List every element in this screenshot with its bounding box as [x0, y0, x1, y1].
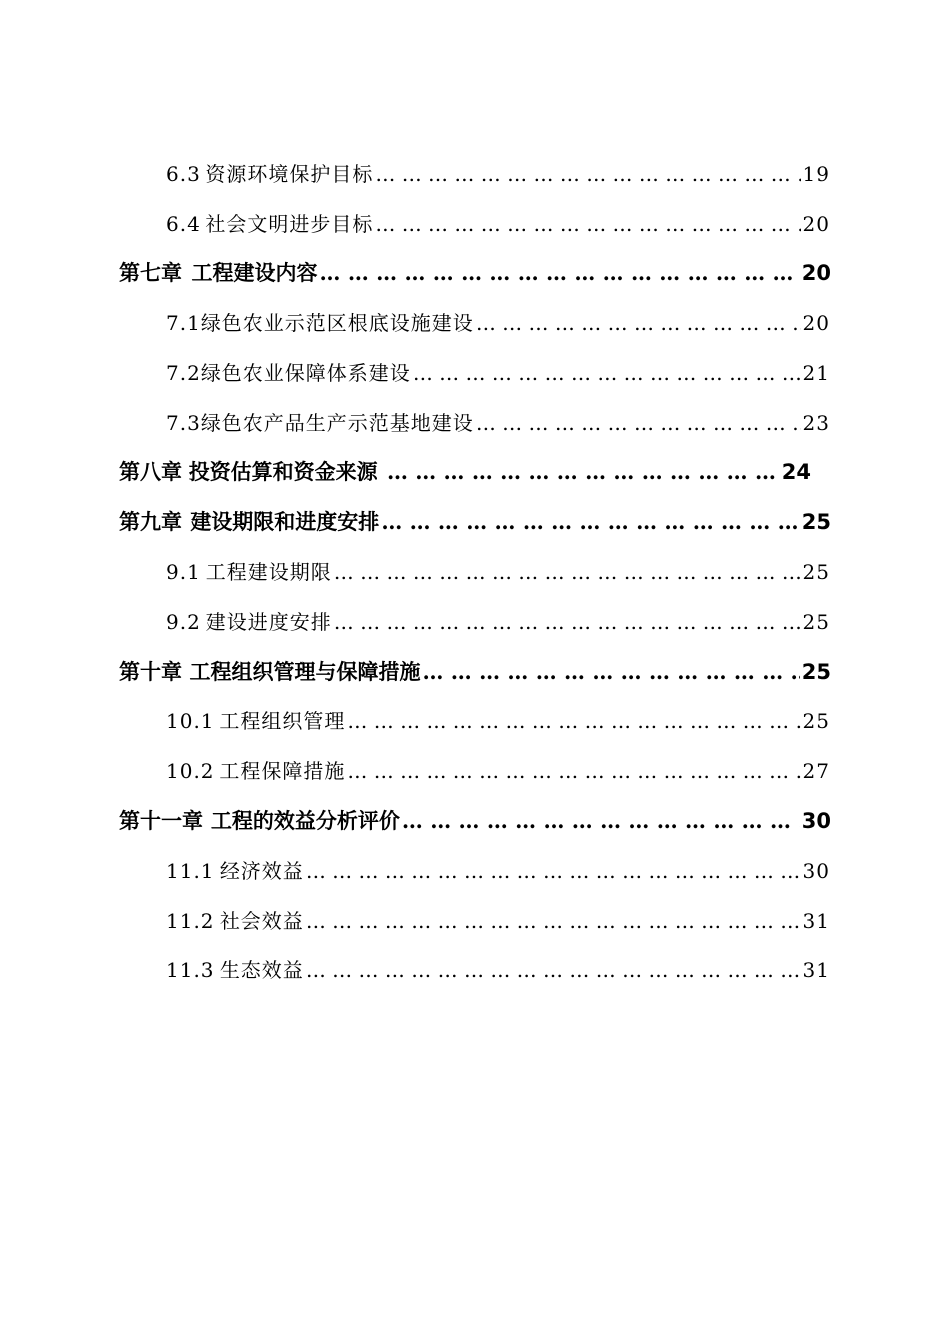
toc-chapter: [119, 507, 831, 537]
toc-page-number: 20: [802, 311, 830, 335]
toc-chapter: [119, 258, 831, 288]
toc-page-number: 19: [802, 162, 830, 186]
toc-entry: [166, 557, 830, 587]
toc-entry-number: 6.4: [166, 212, 201, 236]
toc-entry-title: 资源环境保护目标: [205, 162, 374, 186]
toc-chapter-number: 第七章: [119, 260, 182, 285]
toc-entry-title: 绿色农业示范区根底设施建设: [200, 311, 474, 335]
toc-entry: [166, 209, 830, 239]
toc-entry-number: 10.1: [166, 709, 215, 733]
toc-entry-number: 9.2: [166, 610, 201, 634]
toc-page-number: 23: [802, 411, 830, 435]
toc-entry: [166, 856, 830, 886]
toc-dot-leader: [306, 906, 801, 936]
toc-page-number: 20: [802, 212, 830, 236]
toc-entry: [166, 408, 830, 438]
toc-entry-title: 工程组织管理: [219, 709, 346, 733]
toc-entry: [166, 607, 830, 637]
toc-dot-leader: [476, 308, 801, 338]
toc-entry-title: 社会效益: [219, 909, 304, 933]
toc-entry-title: 建设进度安排: [205, 610, 332, 634]
toc-dot-leader: [306, 856, 801, 886]
toc-dot-leader: [476, 408, 801, 438]
toc-dot-leader: [320, 258, 800, 288]
toc-dot-leader: [423, 657, 800, 687]
toc-entry: [166, 159, 830, 189]
toc-dot-leader: [402, 806, 800, 836]
toc-entry-title: 绿色农产品生产示范基地建设: [200, 411, 474, 435]
toc-entry-number: 9.1: [166, 560, 201, 584]
toc-dot-leader: [381, 507, 799, 537]
toc-page-number: 25: [802, 560, 830, 584]
toc-chapter-title: 建设期限和进度安排: [190, 509, 380, 534]
toc-page-number: 31: [802, 958, 830, 982]
toc-dot-leader: [347, 706, 800, 736]
toc-entry: [166, 906, 830, 936]
toc-entry: [166, 756, 830, 786]
toc-entry-number: 6.3: [166, 162, 201, 186]
toc-chapter-number: 第十一章: [119, 808, 203, 833]
toc-chapter: [119, 806, 831, 836]
toc-entry-title: 生态效益: [219, 958, 304, 982]
toc-page-number: 25: [802, 610, 830, 634]
toc-entry-number: 7.3: [166, 411, 201, 435]
toc-entry-title: 社会文明进步目标: [205, 212, 374, 236]
toc-entry-number: 7.1: [166, 311, 201, 335]
toc-entry-title: 工程建设期限: [205, 560, 332, 584]
toc-entry-title: 工程保障措施: [219, 759, 346, 783]
toc-entry: [166, 358, 830, 388]
toc-dot-leader: [375, 159, 800, 189]
toc-dot-leader: [334, 557, 801, 587]
toc-dot-leader: [334, 607, 801, 637]
toc-page-number: 20: [801, 261, 831, 285]
toc-entry: [166, 955, 830, 985]
toc-chapter-number: 第十章: [119, 659, 182, 684]
toc-dot-leader: [306, 955, 801, 985]
toc-page-number: 25: [802, 709, 830, 733]
toc-dot-leader: [387, 457, 780, 487]
toc-dot-leader: [347, 756, 800, 786]
toc-chapter-number: 第八章: [119, 459, 182, 484]
toc-chapter-title: 工程组织管理与保障措施: [189, 659, 421, 684]
toc-entry-number: 11.2: [166, 909, 215, 933]
toc-page-number: 31: [802, 909, 830, 933]
toc-entry-number: 11.1: [166, 859, 215, 883]
toc-page-number: 30: [802, 859, 830, 883]
toc-chapter: [119, 457, 811, 487]
toc-page-number: 24: [781, 460, 811, 484]
toc-entry: [166, 308, 830, 338]
toc-page-number: 25: [801, 660, 831, 684]
toc-entry-title: 绿色农业保障体系建设: [200, 361, 411, 385]
toc-entry-number: 10.2: [166, 759, 215, 783]
toc-page-number: 25: [801, 510, 831, 534]
toc-chapter: [119, 657, 831, 687]
toc-entry-title: 经济效益: [219, 859, 304, 883]
toc-chapter-number: 第九章: [119, 509, 182, 534]
toc-page-number: 30: [801, 809, 831, 833]
toc-page-number: 21: [802, 361, 830, 385]
toc-entry-number: 7.2: [166, 361, 201, 385]
toc-entry: [166, 706, 830, 736]
toc-chapter-title: 工程的效益分析评价: [210, 808, 400, 833]
toc-entry-number: 11.3: [166, 958, 215, 982]
toc-chapter-title: 投资估算和资金来源: [188, 459, 378, 484]
toc-dot-leader: [413, 358, 801, 388]
toc-page-number: 27: [802, 759, 830, 783]
toc-dot-leader: [375, 209, 800, 239]
toc-chapter-title: 工程建设内容: [191, 260, 318, 285]
